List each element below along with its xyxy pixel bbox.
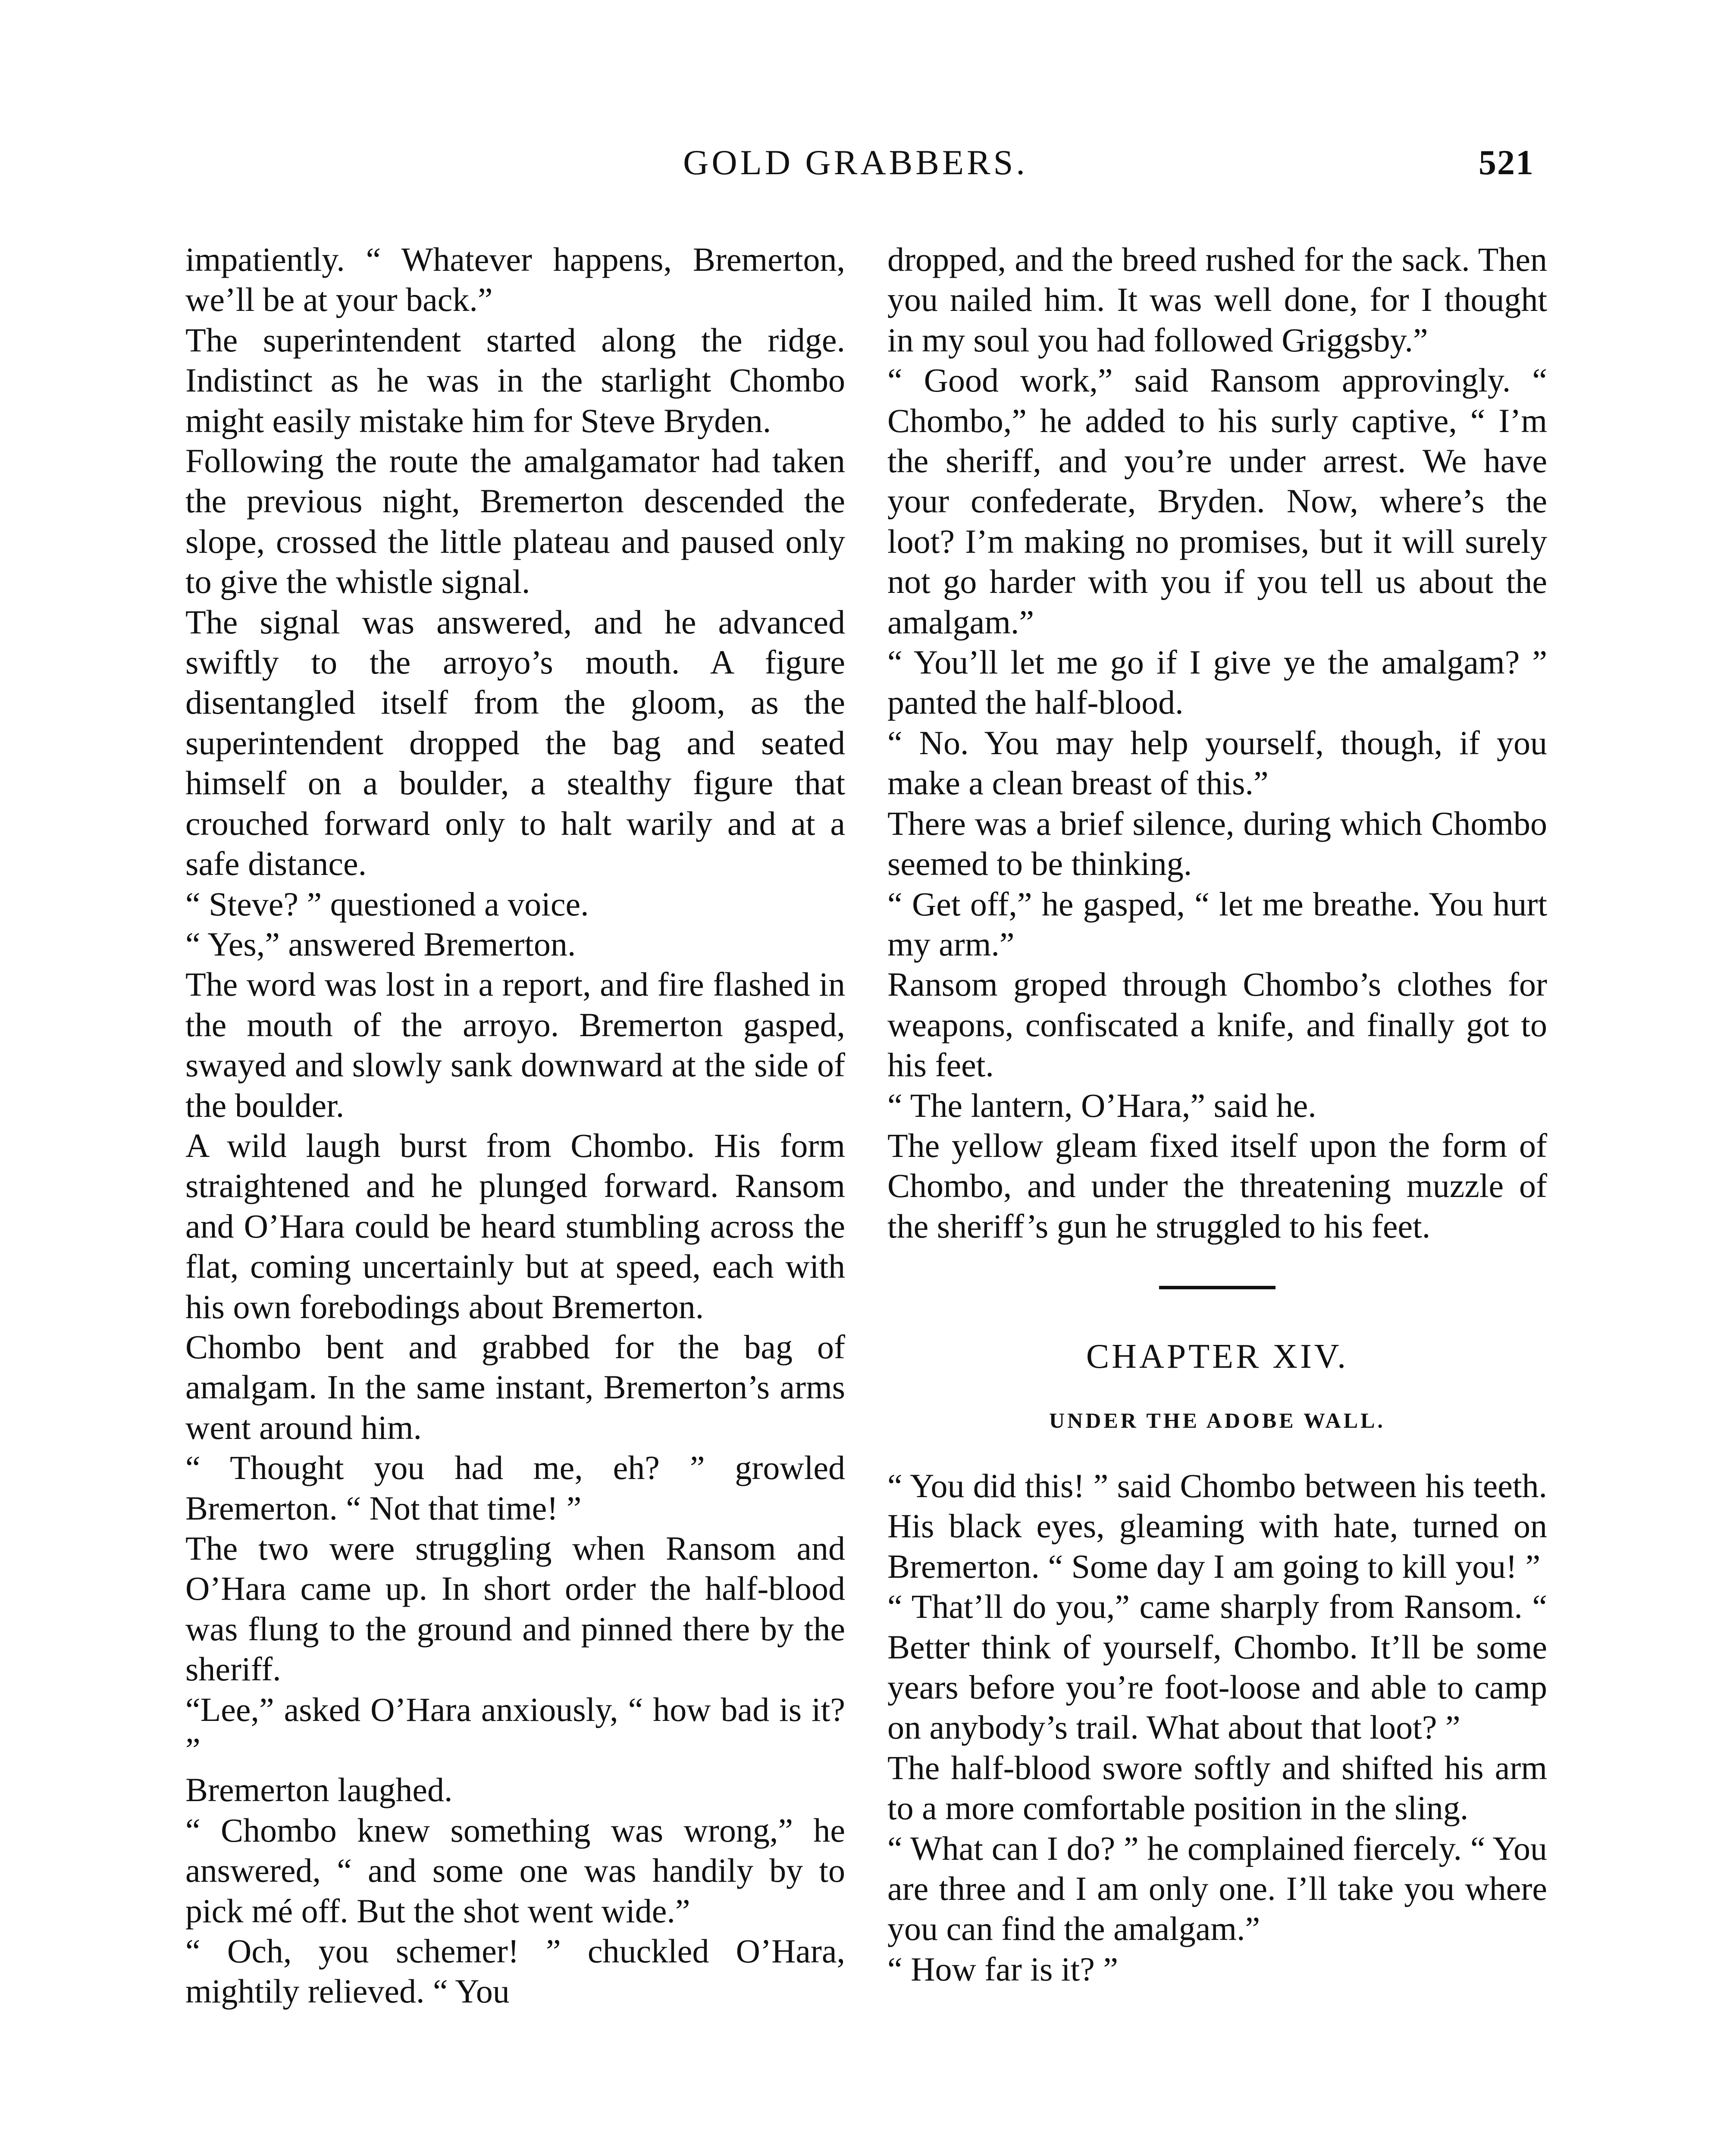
paragraph: “ No. You may help yourself, though, if you make a clean breast of this.” xyxy=(887,724,1547,802)
paragraph: Chombo bent and grabbed for the bag of amalgam. In the same instant, Bremerton’s arms went around him. xyxy=(185,1328,845,1446)
paragraph: impatiently. “ Whatever happens, Bremerton, we’ll be at your back.” xyxy=(185,241,845,319)
paragraph: “ Chombo knew something was wrong,” he answered, “ and some one was handily by to pick mé off. But the shot went wide.” xyxy=(185,1811,845,1930)
paragraph: “ The lantern, O’Hara,” said he. xyxy=(887,1086,1316,1124)
left-column xyxy=(185,239,845,2012)
paragraph: The superintendent started along the ridge. Indistinct as he was in the starlight Chombo might easily mistake him for Steve Bryden. xyxy=(185,321,845,439)
paragraph: dropped, and the breed rushed for the sack. Then you nailed him. It was well done, for I thought in my soul you had followed Griggsby.” xyxy=(887,241,1547,359)
paragraph: “ That’ll do you,” came sharply from Ransom. “ Better think of yourself, Chombo. It’ll be some years before you’re foot-loose and able to camp on anybody’s trail. What about that loot? ” xyxy=(887,1588,1547,1746)
paragraph: “ What can I do? ” he complained fiercely. “ You are three and I am only one. I’ll take you where you can find the amalgam.” xyxy=(887,1829,1547,1948)
paragraph: Following the route the amalgamator had taken the previous night, Bremerton descended the slope, crossed the little plateau and paused only to give the whistle signal. xyxy=(185,442,845,601)
running-head xyxy=(0,142,1711,190)
paragraph: The word was lost in a report, and fire flashed in the mouth of the arroyo. Bremerton gasped, swayed and slowly sank downward at the side of the boulder. xyxy=(185,965,845,1124)
paragraph: “ Yes,” answered Bremerton. xyxy=(185,925,576,963)
paragraph: The two were struggling when Ransom and O’Hara came up. In short order the half-blood was flung to the ground and pinned there by the sheriff. xyxy=(185,1529,845,1688)
paragraph: “ Good work,” said Ransom approvingly. “ Chombo,” he added to his surly captive, “ I’m the sheriff, and you’re under arrest. We have your confederate, Bryden. Now, where’s the loot? I’m making no promises, but it will surely not go harder with you if you tell us about the amalgam.” xyxy=(887,361,1547,641)
paragraph: A wild laugh burst from Chombo. His form straightened and he plunged forward. Ransom and O’Hara could be heard stumbling across the flat, coming uncertainly but at speed, each with his own forebodings about Bremerton. xyxy=(185,1126,845,1326)
paragraph: Bremerton laughed. xyxy=(185,1771,453,1809)
paragraph: The signal was answered, and he advanced swiftly to the arroyo’s mouth. A figure disentangled itself from the gloom, as the superintendent dropped the bag and seated himself on a boulder, a stealthy figure that crouched forward only to halt warily and at a safe distance. xyxy=(185,603,845,883)
paragraph: “ You’ll let me go if I give ye the amalgam? ” panted the half-blood. xyxy=(887,643,1547,721)
paragraph: Ransom groped through Chombo’s clothes for weapons, confiscated a knife, and finally got to his feet. xyxy=(887,965,1547,1084)
paragraph: “ Steve? ” questioned a voice. xyxy=(185,885,589,923)
chapter-subtitle: UNDER THE ADOBE WALL. xyxy=(1049,1408,1385,1432)
paragraph: “ Get off,” he gasped, “ let me breathe. You hurt my arm.” xyxy=(887,885,1547,963)
paragraph: There was a brief silence, during which Chombo seemed to be thinking. xyxy=(887,804,1547,883)
paragraph: The yellow gleam fixed itself upon the form of Chombo, and under the threatening muzzle of the sheriff’s gun he struggled to his feet. xyxy=(887,1126,1547,1245)
paragraph: “ Thought you had me, eh? ” growled Bremerton. “ Not that time! ” xyxy=(185,1449,845,1527)
paragraph: “ Och, you schemer! ” chuckled O’Hara, mightily relieved. “ You xyxy=(185,1932,845,2010)
paragraph: “Lee,” asked O’Hara anxiously, “ how bad is it? ” xyxy=(185,1690,845,1769)
right-column xyxy=(887,239,1547,1989)
chapter-title: CHAPTER XIV. xyxy=(1086,1338,1349,1376)
paragraph: “ How far is it? ” xyxy=(887,1950,1118,1988)
paragraph: The half-blood swore softly and shifted his arm to a more comfortable position in the sling. xyxy=(887,1749,1547,1827)
page-number: 521 xyxy=(1479,143,1534,182)
running-title: GOLD GRABBERS. xyxy=(683,143,1028,182)
paragraph: “ You did this! ” said Chombo between his teeth. His black eyes, gleaming with hate, turned on Bremerton. “ Some day I am going to kill you! ” xyxy=(887,1467,1547,1585)
chapter-divider-rule xyxy=(1159,1286,1275,1289)
